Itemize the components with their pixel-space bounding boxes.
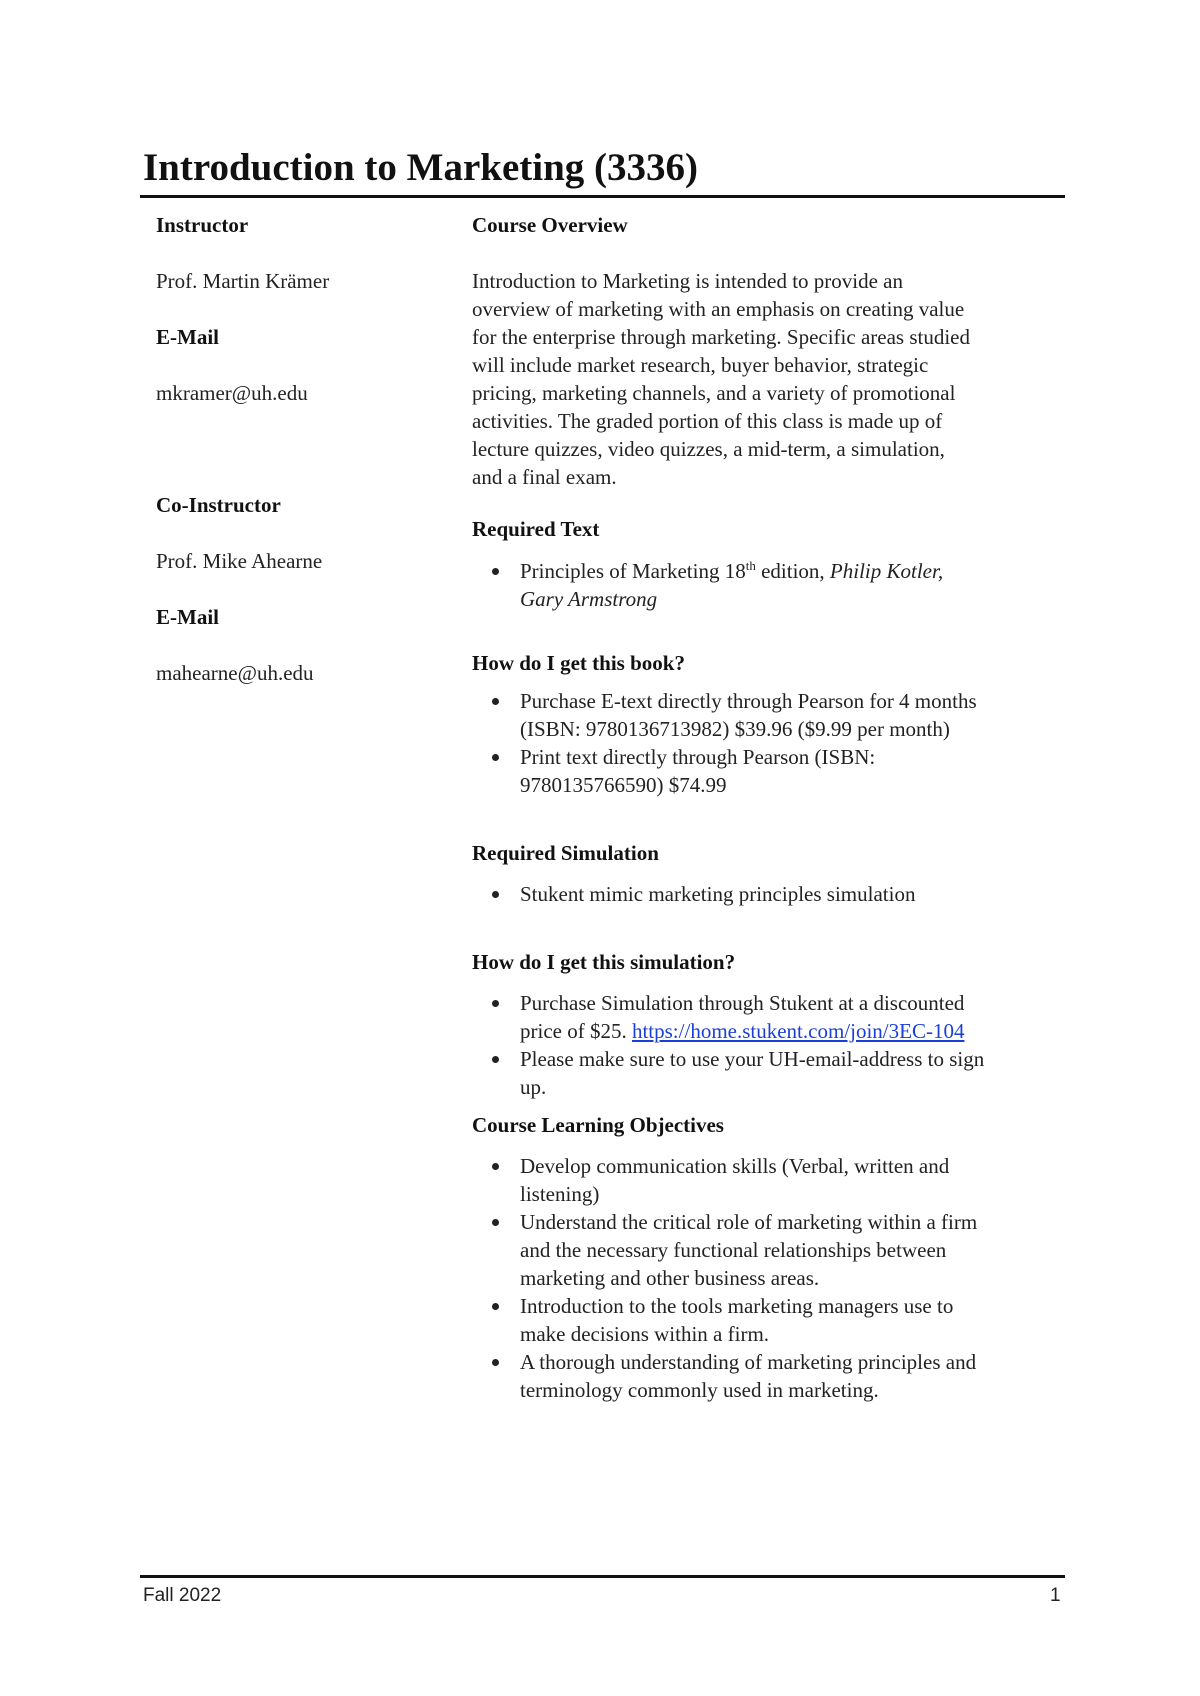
bullet-icon bbox=[492, 568, 499, 575]
bullet-icon bbox=[492, 1303, 499, 1310]
instructor-name: Prof. Martin Krämer bbox=[156, 269, 330, 293]
overview-line: for the enterprise through marketing. Specific areas studied bbox=[472, 325, 970, 349]
book-option-line: Purchase E-text directly through Pearson for 4 months bbox=[520, 689, 977, 713]
coinstructor-name: Prof. Mike Ahearne bbox=[156, 549, 323, 573]
bullet-icon bbox=[492, 891, 499, 898]
instructor-email: mkramer@uh.edu bbox=[156, 381, 308, 405]
instructor-email-label: E-Mail bbox=[156, 325, 219, 349]
title-divider bbox=[140, 195, 1065, 198]
simulation-signup-line: up. bbox=[520, 1075, 547, 1099]
instructor-label: Instructor bbox=[156, 213, 249, 237]
footer-divider bbox=[140, 1575, 1065, 1578]
overview-line: lecture quizzes, video quizzes, a mid-term, a simulation, bbox=[472, 437, 945, 461]
coinstructor-label: Co-Instructor bbox=[156, 493, 281, 517]
overview-line: will include market research, buyer behavior, strategic bbox=[472, 353, 929, 377]
bullet-icon bbox=[492, 1163, 499, 1170]
overview-line: overview of marketing with an emphasis on creating value bbox=[472, 297, 965, 321]
simulation-signup-line: Please make sure to use your UH-email-address to sign bbox=[520, 1047, 985, 1071]
learning-objectives-heading: Course Learning Objectives bbox=[472, 1113, 724, 1137]
coinstructor-email-label: E-Mail bbox=[156, 605, 219, 629]
required-text-heading: Required Text bbox=[472, 517, 600, 541]
list-item bbox=[472, 1348, 1072, 1404]
objective-line: Develop communication skills (Verbal, written and bbox=[520, 1154, 950, 1178]
get-simulation-heading: How do I get this simulation? bbox=[472, 950, 736, 974]
page-title: Introduction to Marketing (3336) bbox=[143, 146, 699, 189]
course-overview-text bbox=[472, 267, 1072, 491]
textbook-authors-continued: Gary Armstrong bbox=[520, 587, 658, 611]
contact-column bbox=[156, 211, 446, 687]
course-overview-heading: Course Overview bbox=[472, 213, 628, 237]
page-number: 1 bbox=[1050, 1585, 1061, 1606]
book-option-line: 9780135766590) $74.99 bbox=[520, 773, 727, 797]
book-option-line: Print text directly through Pearson (ISBN: bbox=[520, 745, 876, 769]
overview-line: and a final exam. bbox=[472, 465, 617, 489]
overview-line: activities. The graded portion of this class is made up of bbox=[472, 409, 943, 433]
get-book-heading: How do I get this book? bbox=[472, 651, 685, 675]
required-text-list bbox=[472, 557, 1072, 613]
objective-line: make decisions within a firm. bbox=[520, 1322, 770, 1346]
list-item bbox=[472, 687, 1072, 743]
textbook-title: Principles of Marketing 18 bbox=[520, 559, 746, 583]
list-item bbox=[472, 557, 1072, 613]
overview-line: Introduction to Marketing is intended to provide an bbox=[472, 269, 903, 293]
bullet-icon bbox=[492, 698, 499, 705]
list-item bbox=[472, 743, 1072, 799]
bullet-icon bbox=[492, 1056, 499, 1063]
simulation-purchase-line: Purchase Simulation through Stukent at a discounted bbox=[520, 991, 965, 1015]
simulation-price: price of $25. bbox=[520, 1019, 632, 1043]
objective-line: Introduction to the tools marketing managers use to bbox=[520, 1294, 954, 1318]
objective-line: and the necessary functional relationships between bbox=[520, 1238, 947, 1262]
bullet-icon bbox=[492, 1219, 499, 1226]
stukent-join-link[interactable]: https://home.stukent.com/join/3EC-104 bbox=[631, 1019, 965, 1043]
bullet-icon bbox=[492, 1000, 499, 1007]
coinstructor-email: mahearne@uh.edu bbox=[156, 661, 314, 685]
get-book-list bbox=[472, 687, 1072, 799]
learning-objectives-list bbox=[472, 1152, 1072, 1404]
textbook-edition: edition, bbox=[755, 559, 830, 583]
required-simulation-list bbox=[472, 880, 1072, 908]
simulation-name: Stukent mimic marketing principles simulation bbox=[520, 882, 916, 906]
list-item bbox=[472, 989, 1072, 1045]
book-option-line: (ISBN: 9780136713982) $39.96 ($9.99 per month) bbox=[520, 717, 950, 741]
edition-superscript: th bbox=[745, 558, 756, 573]
list-item bbox=[472, 1152, 1072, 1208]
bullet-icon bbox=[492, 754, 499, 761]
course-info-column bbox=[472, 211, 1072, 1404]
list-item bbox=[472, 880, 1072, 908]
list-item bbox=[472, 1208, 1072, 1292]
objective-line: listening) bbox=[520, 1182, 600, 1206]
objective-line: A thorough understanding of marketing principles and bbox=[520, 1350, 977, 1374]
objective-line: terminology commonly used in marketing. bbox=[520, 1378, 879, 1402]
objective-line: Understand the critical role of marketing within a firm bbox=[520, 1210, 978, 1234]
list-item bbox=[472, 1045, 1072, 1101]
get-simulation-list bbox=[472, 989, 1072, 1101]
list-item bbox=[472, 1292, 1072, 1348]
footer-term: Fall 2022 bbox=[143, 1585, 222, 1606]
objective-line: marketing and other business areas. bbox=[520, 1266, 820, 1290]
overview-line: pricing, marketing channels, and a variety of promotional bbox=[472, 381, 956, 405]
required-simulation-heading: Required Simulation bbox=[472, 841, 659, 865]
textbook-authors: Philip Kotler, bbox=[829, 559, 944, 583]
bullet-icon bbox=[492, 1359, 499, 1366]
